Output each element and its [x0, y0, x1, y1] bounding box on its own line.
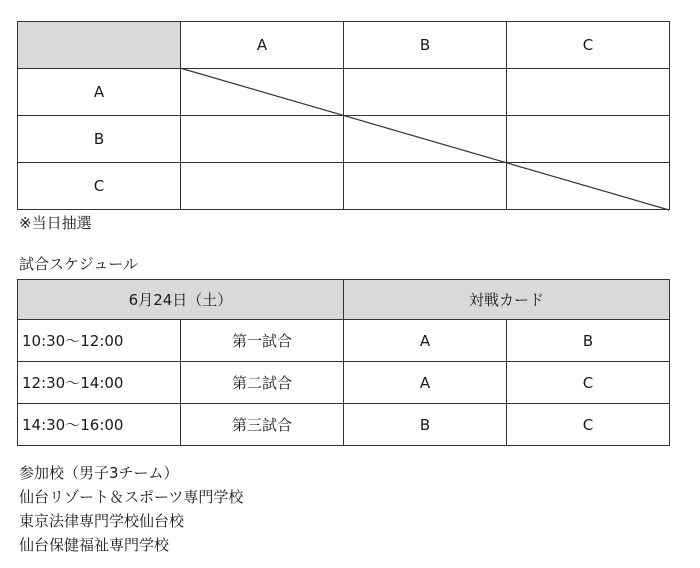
- match-team1: A: [344, 320, 507, 362]
- school-name: 仙台保健福祉専門学校: [19, 536, 170, 554]
- schedule-title: 試合スケジュール: [19, 255, 139, 273]
- league-row-header: A: [18, 69, 181, 116]
- match-name: 第一試合: [181, 320, 344, 362]
- match-team2: B: [507, 320, 670, 362]
- match-name: 第二試合: [181, 362, 344, 404]
- school-name: 仙台リゾート＆スポーツ専門学校: [19, 488, 244, 506]
- school-name: 東京法律専門学校仙台校: [19, 512, 185, 530]
- match-team2: C: [507, 404, 670, 446]
- league-col-header: A: [181, 22, 344, 69]
- schedule-table: [17, 279, 670, 446]
- league-cell: [344, 69, 507, 116]
- league-cell: [507, 69, 670, 116]
- date-header: 6月24日（土）: [18, 280, 344, 320]
- league-corner-cell: [18, 22, 181, 69]
- league-cell: [507, 163, 670, 210]
- match-team2: C: [507, 362, 670, 404]
- match-time: 12:30～14:00: [18, 362, 181, 404]
- match-name: 第三試合: [181, 404, 344, 446]
- participants-section: [19, 461, 243, 557]
- league-cell: [181, 116, 344, 163]
- league-col-header: C: [507, 22, 670, 69]
- league-row-header: C: [18, 163, 181, 210]
- league-table: [17, 21, 670, 210]
- table-row: [18, 362, 670, 404]
- match-time: 14:30～16:00: [18, 404, 181, 446]
- lottery-note: ※当日抽選: [19, 214, 92, 232]
- league-cell: [507, 116, 670, 163]
- match-team1: B: [344, 404, 507, 446]
- league-row-header: B: [18, 116, 181, 163]
- card-header: 対戦カード: [344, 280, 670, 320]
- league-col-header: B: [344, 22, 507, 69]
- table-row: [18, 320, 670, 362]
- table-row: [18, 404, 670, 446]
- league-cell: [344, 163, 507, 210]
- participants-heading: 参加校（男子3チーム）: [19, 464, 179, 482]
- league-cell: [344, 116, 507, 163]
- league-cell: [181, 163, 344, 210]
- match-team1: A: [344, 362, 507, 404]
- league-cell: [181, 69, 344, 116]
- match-time: 10:30～12:00: [18, 320, 181, 362]
